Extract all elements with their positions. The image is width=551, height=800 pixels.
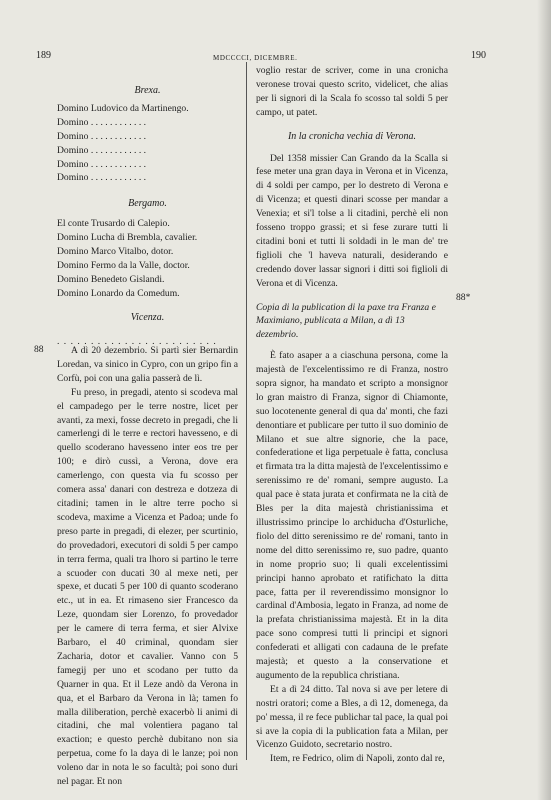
page-number-left: 189 — [36, 50, 51, 61]
entry-24-ditto: Et a dì 24 ditto. Tal nova si ave per letere di nostri oratori; come a Bles, a dì 12, domenega, da po' messa, il re fece publichar tal pace, la qual poi si ave la copia di la publication fata a Milan, per Vicenzo Guidoto, secretario nostro. — [256, 683, 448, 751]
cronicha-paragraph: Del 1358 missier Can Grando da la Scalla si fese meter una gran daya in Verona et in Vicenza, di 4 soldi per campo, per lo destreto di Verona e di Vicenza; et questi dinari scosse per mandar a Venexia; et si'l tolse a li citadini, perchè eli non fosseno troppo grassi; et si fese zurare tutti li citadini boni et tutti li soldadi in le man de' tre figlioli che 'l haveva naturali, desiderando e credendo dover lassar signori i ditti soi figlioli di Verona et di Vicenza. — [256, 152, 448, 289]
list-item: Domino . . . . . . . . . . . . — [57, 116, 147, 128]
list-item: Domino . . . . . . . . . . . . — [57, 172, 147, 184]
campadego-paragraph: Fu preso, in pregadi, atento si scodeva mal el campadego per le terre nostre, licet per avanti, za mexi, fosse decreto in pregadi, che li camerlengi di le terre e rectori havesseno, e di quello scoderano havesseno inter eos tre per 100; e dirò cussì, a Verona, dove era camerlengo, con questa via fu scosso per comera assa' danari con destreza e dotzeza di citadini; tamen in le altre terre pocho si scodeva, maxime a Vicenza et Padoa; unde fo preso parte in pregadi, di elezer, per scurtinio, do provedadori, executori di soldi 5 per campo in terra ferma, quali tra lhoro si partino le terre a scuoder con ducati 30 al mexe neti, per spexe, et ducati 5 per 100 di quanto scoderano etc., ut in ea. Et rimaseno sier Francesco da Leze, quondam sier Lorenzo, fo provedador per le camere di terra ferma, et sier Alvixe Barbaro, el 40 criminal, quondam sier Zacharia, dotor et cavalier. Vanno con 5 famegij per uno et scodano per tutto da Quarner in qua. Et il Leze andò da Verona in qua, et el Barbaro da Verona in là; tamen fo malla diliberation, perchè exacerbò li animi di citadini, che mal volentiera pagano tal exaction; e questo perchè dubitano non sia perpetua, come fo la daya di le lanze; poi non voleno dar in nota le so facultà; poi sono duri nel pagar. Et non — [57, 386, 238, 788]
running-head: MDCCCCI, DICEMBRE. — [213, 54, 298, 62]
margin-number-right: 88* — [456, 292, 471, 303]
entry-20-dezembrio: A dì 20 dezembrio. Si partì sier Bernardin Loredan, va sinico in Cypro, con un gripo fin a Corfù, poi con una galia passerà de lì. — [57, 345, 238, 384]
column-divider — [246, 62, 247, 760]
right-column — [256, 64, 448, 766]
list-item: Domino Marco Vitalbo, dotor. — [57, 246, 174, 258]
list-item: Domino Ludovico da Martinengo. — [57, 102, 189, 114]
ellipsis-line: . . . . . . . . . . . . . . . . . . . . . . . . — [57, 335, 217, 347]
list-item: Domino . . . . . . . . . . . . — [57, 130, 147, 142]
brexa-heading: Brexa. — [134, 85, 161, 96]
list-item: Domino Fermo da la Valle, doctor. — [57, 259, 190, 271]
brexa-list — [57, 102, 238, 185]
list-item: El conte Trusardo di Calepio. — [57, 218, 170, 230]
margin-number-left: 88 — [34, 344, 44, 355]
vicenza-heading: Vicenza. — [130, 311, 165, 323]
list-item: Domino Lonardo da Comedum. — [57, 287, 180, 299]
bergamo-heading: Bergamo. — [128, 198, 167, 210]
left-column — [57, 84, 238, 349]
cronicha-heading: In la cronicha vechia di Verona. — [287, 130, 417, 142]
item-re-fedrico: Item, re Fedrico, olim di Napoli, zonto dal re, — [270, 753, 445, 765]
list-item: Domino Lucha di Brembla, cavalier. — [57, 232, 198, 244]
list-item: Domino . . . . . . . . . . . . — [57, 158, 147, 170]
bergamo-list — [57, 217, 238, 300]
copia-paragraph: È fato asaper a a ciaschuna persona, come la majestà de l'excelentissimo re di Franza, nostro sopra signor, ha mandato et scripto a monsignor lo gran maistro di Franza, signor di Chiamonte, suo locotenente general di qua da' monti, che fazi denontiare et publicare per tutto il suo dominio de Milano et sue altre signorie, che la pace, confederatione et liga perpetuale è fatta, conclusa et firmata tra la ditta majestà de l'excelentissimo e serenissimo re de' romani, sempre augusto. La qual pace è stata jurata et confirmata ne la cità de Bles per la dita majestà christianissima et illustrissimo principe lo archiducha d'Osturliche, fiolo del ditto serenissimo re de' romani, tanto in nome del ditto serenissimo re, suo padre, quanto in nome proprio suo; li quali excelentissimi principi hanno aprobato et ratifichato la ditta pace, fatta per il reverendissimo monsignor lo cardinal d'Ambosia, legato in Franza, ad nome de la prefata christianissima majestà. Et in la dita pace sono compresi tutti li principi et signori confederati et alligati con cadauna de le prefate majestà; et questo a la conservatione et augumento de la republica christiana. — [256, 350, 448, 681]
continuation-paragraph: voglio restar de scriver, come in una cronicha veronese trovai questo scrito, videlicet, che alias per li signori di la Scala fo scosso tal soldi 5 per campo, ut patet. — [256, 65, 448, 118]
page-number-right: 190 — [471, 50, 486, 61]
page-edge-shadow — [537, 0, 551, 800]
left-text-block — [57, 344, 238, 789]
copia-heading: Copia di la publication di la paxe tra Franza e Maximiano, publicata a Milan, a dì 13 dezembrio. — [256, 301, 436, 340]
list-item: Domino . . . . . . . . . . . . — [57, 144, 147, 156]
list-item: Domino Benedeto Gislandi. — [57, 273, 165, 285]
